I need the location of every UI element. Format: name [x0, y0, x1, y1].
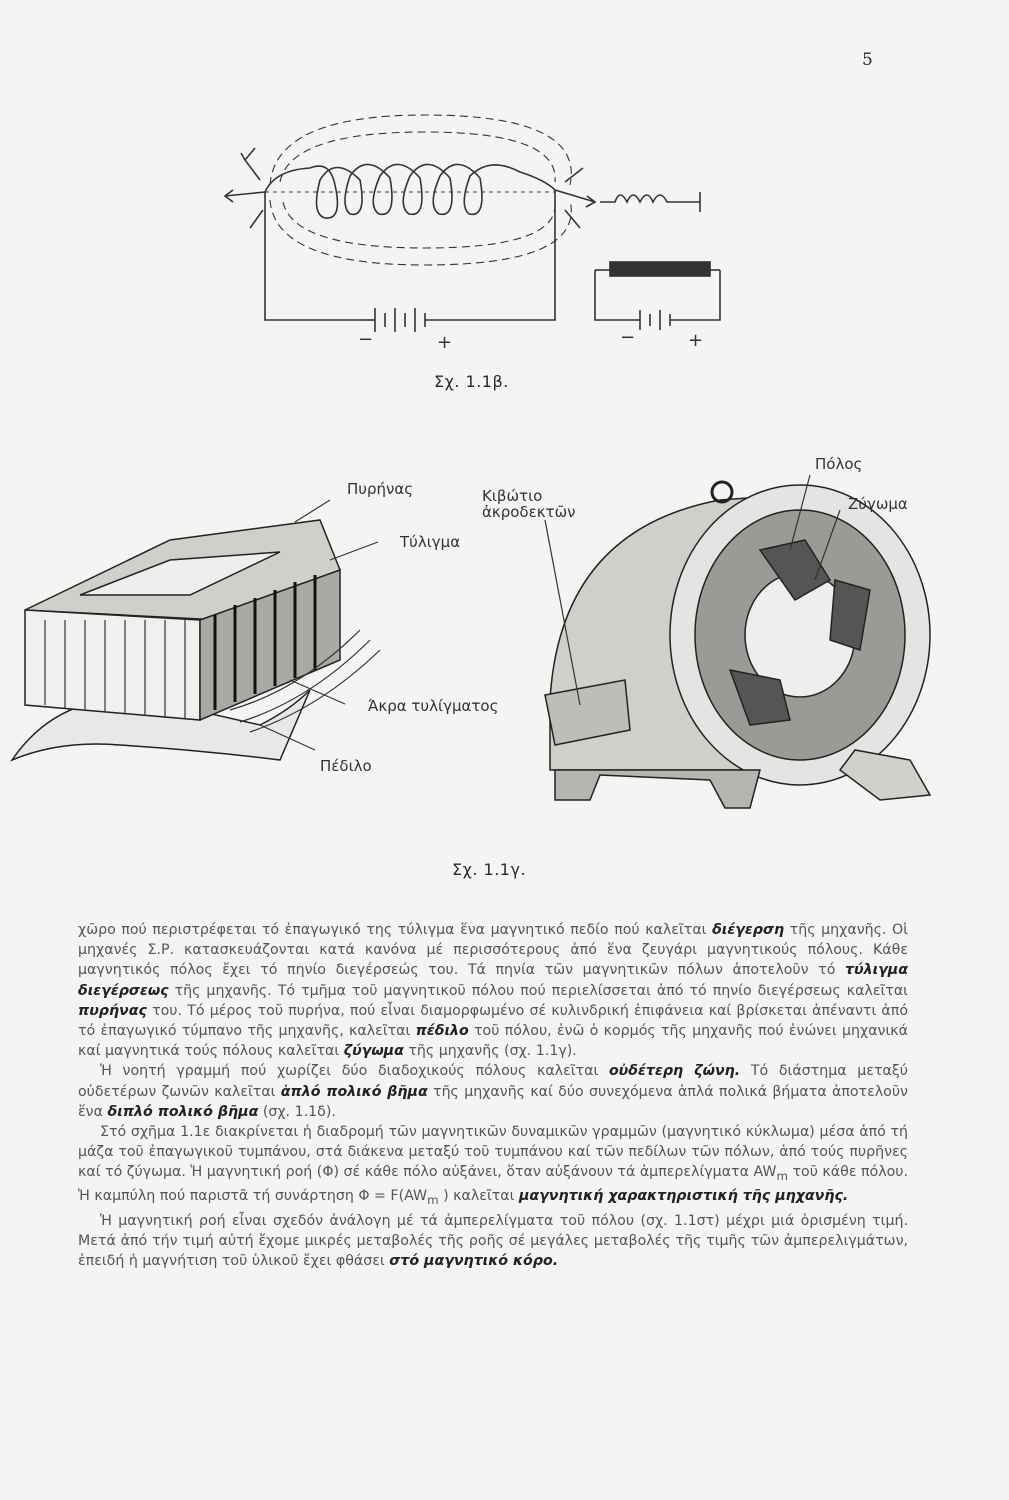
page-number: 5: [862, 50, 873, 70]
body-text: [78, 920, 908, 1271]
battery-plus-left: +: [437, 332, 453, 353]
paragraph-4: Ἡ μαγνητική ροή εἶναι σχεδόν ἀνάλογη μέ τά ἀμπερελίγματα τοῦ πόλου (σχ. 1.1στ) μέχρι μιά ὁρισμένη τιμή. Μετά ἀπό τήν τιμή αὐτή ἔχομε μικρές μεταβολές τῆς ροῆς σέ μεγάλες μεταβολές τῆς τιμῆς τῶν ἀμπερελιγμάτων, ἐπειδή ἡ μαγνήτιση τοῦ ὑλικοῦ ἔχει φθάσει στό μαγνητικό κόρο.: [78, 1212, 908, 1269]
label-pole: Πόλος: [815, 455, 863, 473]
label-winding-ends: Άκρα τυλίγματος: [368, 697, 499, 715]
battery-plus-right: +: [688, 330, 704, 351]
paragraph-3: Στό σχῆμα 1.1ε διακρίνεται ἡ διαδρομή τῶν μαγνητικῶν δυναμικῶν γραμμῶν (μαγνητικό κύκλωμα) μέσα ἀπό τή μάζα τοῦ ἐπαγωγικοῦ τυμπάνου, στά διάκενα μεταξύ τοῦ τυμπάνου καί τῶν πεδίλων τῶν πόλων, ἀπό τούς πυρῆνες καί τό ζύγωμα. Ἡ μαγνητική ροή (Φ) σέ κάθε πόλο αὐξάνει, ὅταν αὐξάνουν τά ἀμπερελίγματα $AW_m$ τοῦ κάθε πόλου. Ἡ καμπύλη πού παριστᾶ τή συνάρτηση $\Phi = F(AW_m$ ) καλεῖται μαγνητική χαρακτηριστική τῆς μηχανῆς.: [78, 1124, 909, 1208]
label-shoe: Πέδιλο: [320, 757, 372, 775]
label-winding: Τύλιγμα: [400, 533, 461, 551]
battery-minus-left: −: [358, 329, 374, 350]
label-yoke: Ζύγωμα: [848, 495, 908, 513]
figure-c-caption: Σχ. 1.1γ.: [452, 860, 527, 879]
figure-b-caption: Σχ. 1.1β.: [434, 372, 509, 391]
paragraph-1: χῶρο πού περιστρέφεται τό ἐπαγωγικό της τύλιγμα ἕνα μαγνητικό πεδίο πού καλεῖται διέγερση τῆς μηχανῆς. Οἱ μηχανές Σ.Ρ. κατασκευάζονται κατά κανόνα μέ περισσότερους ἀπό ἕνα ζευγάρι μαγνητικούς πόλους. Κάθε μαγνητικός πόλος ἔχει τό πηνίο διεγέρσεώς του. Τά πηνία τῶν μαγνητικῶν πόλων ἀποτελοῦν τό τύλιγμα διεγέρσεως τῆς μηχανῆς. Τό τμῆμα τοῦ μαγνητικοῦ πόλου πού περιελίσσεται ἀπό τό πηνίο διεγέρσεως καλεῖται πυρήνας του. Τό μέρος τοῦ πυρήνα, πού εἶναι διαμορφωμένο σέ κυλινδρική ἐπιφάνεια καί βρίσκεται ἀπέναντι ἀπό τό ἐπαγωγικό τύμπανο τῆς μηχανῆς, καλεῖται πέδιλο τοῦ πόλου, ἐνῶ ὁ κορμός τῆς μηχανῆς πού ἑνώνει μηχανικά καί μαγνητικά τούς πόλους καλεῖται ζύγωμα τῆς μηχανῆς (σχ. 1.1γ).: [78, 922, 908, 1060]
label-core: Πυρήνας: [347, 480, 414, 498]
paragraph-2: Ἡ νοητή γραμμή πού χωρίζει δύο διαδοχικούς πόλους καλεῖται οὐδέτερη ζώνη. Τό διάστημα μεταξύ οὐδετέρων ζωνῶν καλεῖται ἁπλό πολικό βῆμα τῆς μηχανῆς καί δύο συνεχόμενα ἁπλά πολικά βήματα ἀποτελοῦν ἕνα διπλό πολικό βῆμα (σχ. 1.1δ).: [78, 1063, 908, 1120]
battery-minus-right: −: [620, 327, 636, 348]
label-terminal-box: Κιβώτιο ἀκροδεκτῶν: [482, 487, 576, 521]
solenoid-field-diagram: [215, 110, 735, 360]
